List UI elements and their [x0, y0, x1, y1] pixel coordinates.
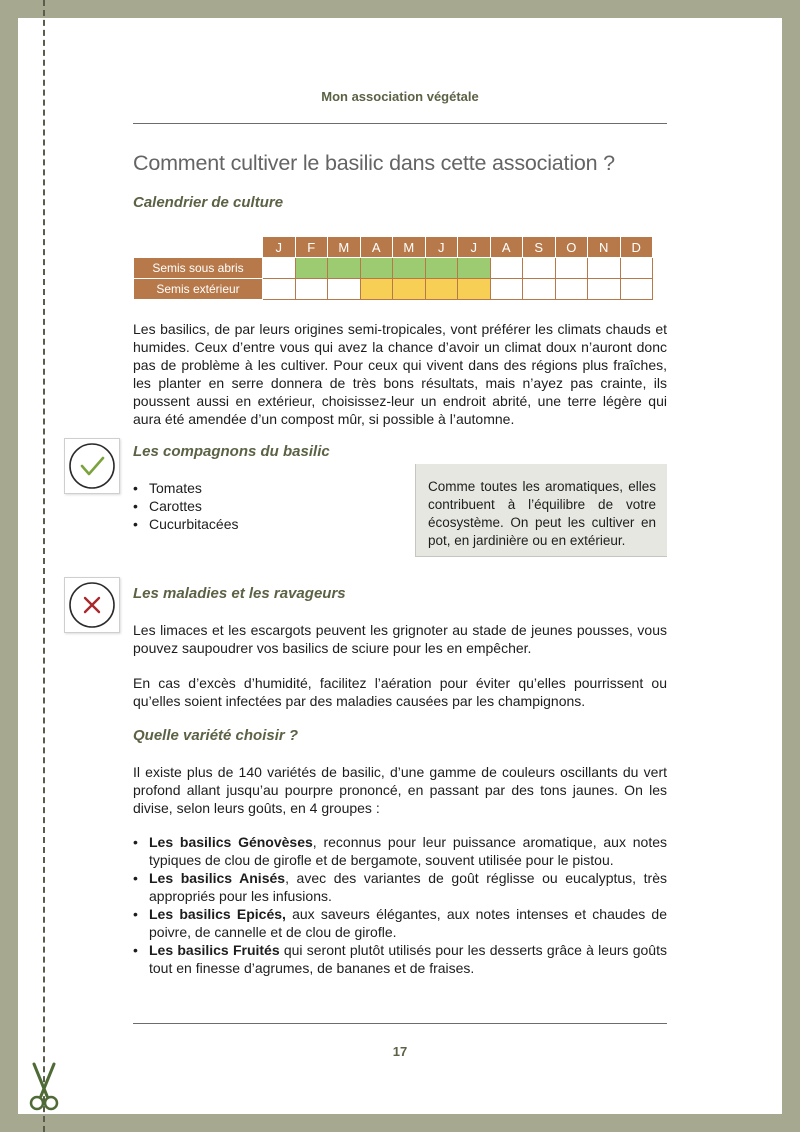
scissors-icon: [26, 1062, 62, 1112]
variety-name: Les basilics Epicés,: [149, 906, 286, 922]
calendar-cell: [263, 279, 296, 300]
variety-desc: aux saveurs élégantes, aux notes intenses et chaudes de poivre, de cannelle et de clou de girofle.: [149, 906, 667, 940]
calendar-cell: [620, 258, 653, 279]
calendar-cell: [555, 279, 588, 300]
companions-list: [133, 479, 239, 533]
month-header: J: [263, 237, 296, 258]
calendar-cell: [458, 279, 491, 300]
list-item: [133, 869, 667, 905]
pests-icon-box: [64, 577, 120, 633]
running-header: Mon association végétale: [321, 89, 479, 104]
calendar-cell: [523, 258, 556, 279]
month-header: M: [393, 237, 426, 258]
calendar-cell: [425, 258, 458, 279]
calendar-cell: [490, 258, 523, 279]
variety-name: Les basilics Anisés: [149, 870, 286, 886]
month-header: A: [360, 237, 393, 258]
calendar-cell: [458, 258, 491, 279]
month-header: D: [620, 237, 653, 258]
calendar-cell: [490, 279, 523, 300]
month-header: O: [555, 237, 588, 258]
page-number: 17: [392, 1044, 408, 1059]
intro-paragraph: Les basilics, de par leurs origines semi-tropicales, vont préférer les climats chauds et humides. Ceux d’entre vous qui avez la chance d’avoir un climat doux n’auront donc pas de problème à les cultiver. Pour ceux qui vivent dans des régions plus fraîches, les planter en serre donnera de très bons résultats, mais n’ayez pas crainte, ils poussent aussi en extérieur, choisissez-leur un endroit abrité, une terre légère qui aura été amendée d’un compost mûr, si possible à l’automne.: [133, 321, 667, 427]
calendar-cell: [555, 258, 588, 279]
calendar-cell: [360, 258, 393, 279]
pests-title: Les maladies et les ravageurs: [133, 585, 346, 602]
calendar-cell: [263, 258, 296, 279]
header-rule: [133, 123, 667, 124]
list-item: • Tomates: [133, 479, 239, 497]
calendar-cell: [588, 258, 621, 279]
variety-desc: , avec des variantes de goût réglisse ou eucalyptus, très appropriés pour les infusions.: [149, 870, 667, 904]
month-header: J: [425, 237, 458, 258]
calendar-cell: [393, 258, 426, 279]
month-header: M: [328, 237, 361, 258]
calendar-cell: [523, 279, 556, 300]
calendar-cell: [328, 279, 361, 300]
calendar-row: [134, 279, 653, 300]
variety-name: Les basilics Fruités: [149, 942, 280, 958]
calendar-row-label: Semis extérieur: [134, 279, 263, 300]
calendar-cell: [425, 279, 458, 300]
list-item: [133, 905, 667, 941]
pests-paragraph-1: Les limaces et les escargots peuvent les grignoter au stade de jeunes pousses, vous pouvez saupoudrer vos basilics de sciure pour les en empêcher.: [133, 622, 667, 656]
calendar-cell: [295, 258, 328, 279]
list-item: [133, 833, 667, 869]
calendar-cell: [588, 279, 621, 300]
cross-icon: [65, 578, 119, 632]
calendar-cell: [393, 279, 426, 300]
companions-icon-box: [64, 438, 120, 494]
month-header: S: [523, 237, 556, 258]
month-header: F: [295, 237, 328, 258]
calendar-title: Calendrier de culture: [133, 194, 284, 211]
month-header: N: [588, 237, 621, 258]
calendar-row-label: Semis sous abris: [134, 258, 263, 279]
calendar-row: [134, 258, 653, 279]
companions-title: Les compagnons du basilic: [133, 443, 330, 460]
check-icon: [65, 439, 119, 493]
variety-list: [133, 833, 667, 977]
companions-note: Comme toutes les aromatiques, elles contribuent à l’équilibre de votre écosystème. On peut les cultiver en pot, en jardinière ou en extérieur.: [415, 464, 667, 557]
variety-desc: , reconnus pour leur puissance aromatique, aux notes typiques de clou de girofle et de bergamote, souvent utilisée pour le pistou.: [149, 834, 667, 868]
calendar-cell: [328, 258, 361, 279]
calendar-cell: [620, 279, 653, 300]
culture-calendar: [133, 236, 653, 300]
list-item: • Cucurbitacées: [133, 515, 239, 533]
variety-name: Les basilics Génovèses: [149, 834, 313, 850]
calendar-cell: [360, 279, 393, 300]
list-item: [133, 941, 667, 977]
calendar-cell: [295, 279, 328, 300]
section-title: Comment cultiver le basilic dans cette association ?: [133, 151, 615, 175]
month-header: J: [458, 237, 491, 258]
footer-rule: [133, 1023, 667, 1024]
pests-paragraph-2: En cas d’excès d’humidité, facilitez l’aération pour éviter qu’elles pourrissent ou qu’elles soient infectées par des maladies causées par les champignons.: [133, 675, 667, 709]
variety-title: Quelle variété choisir ?: [133, 727, 299, 744]
variety-intro: Il existe plus de 140 variétés de basilic, d’une gamme de couleurs oscillants du vert profond allant jusqu’au pourpre prononcé, en passant par des tons jaunes. On les divise, selon leurs goûts, en 4 groupes :: [133, 764, 667, 816]
cut-line: [43, 0, 45, 1132]
list-item: • Carottes: [133, 497, 239, 515]
month-header: A: [490, 237, 523, 258]
variety-desc: qui seront plutôt utilisés pour les desserts grâce à leurs goûts tout en finesse d’agrumes, de bananes et de fraises.: [149, 942, 667, 976]
